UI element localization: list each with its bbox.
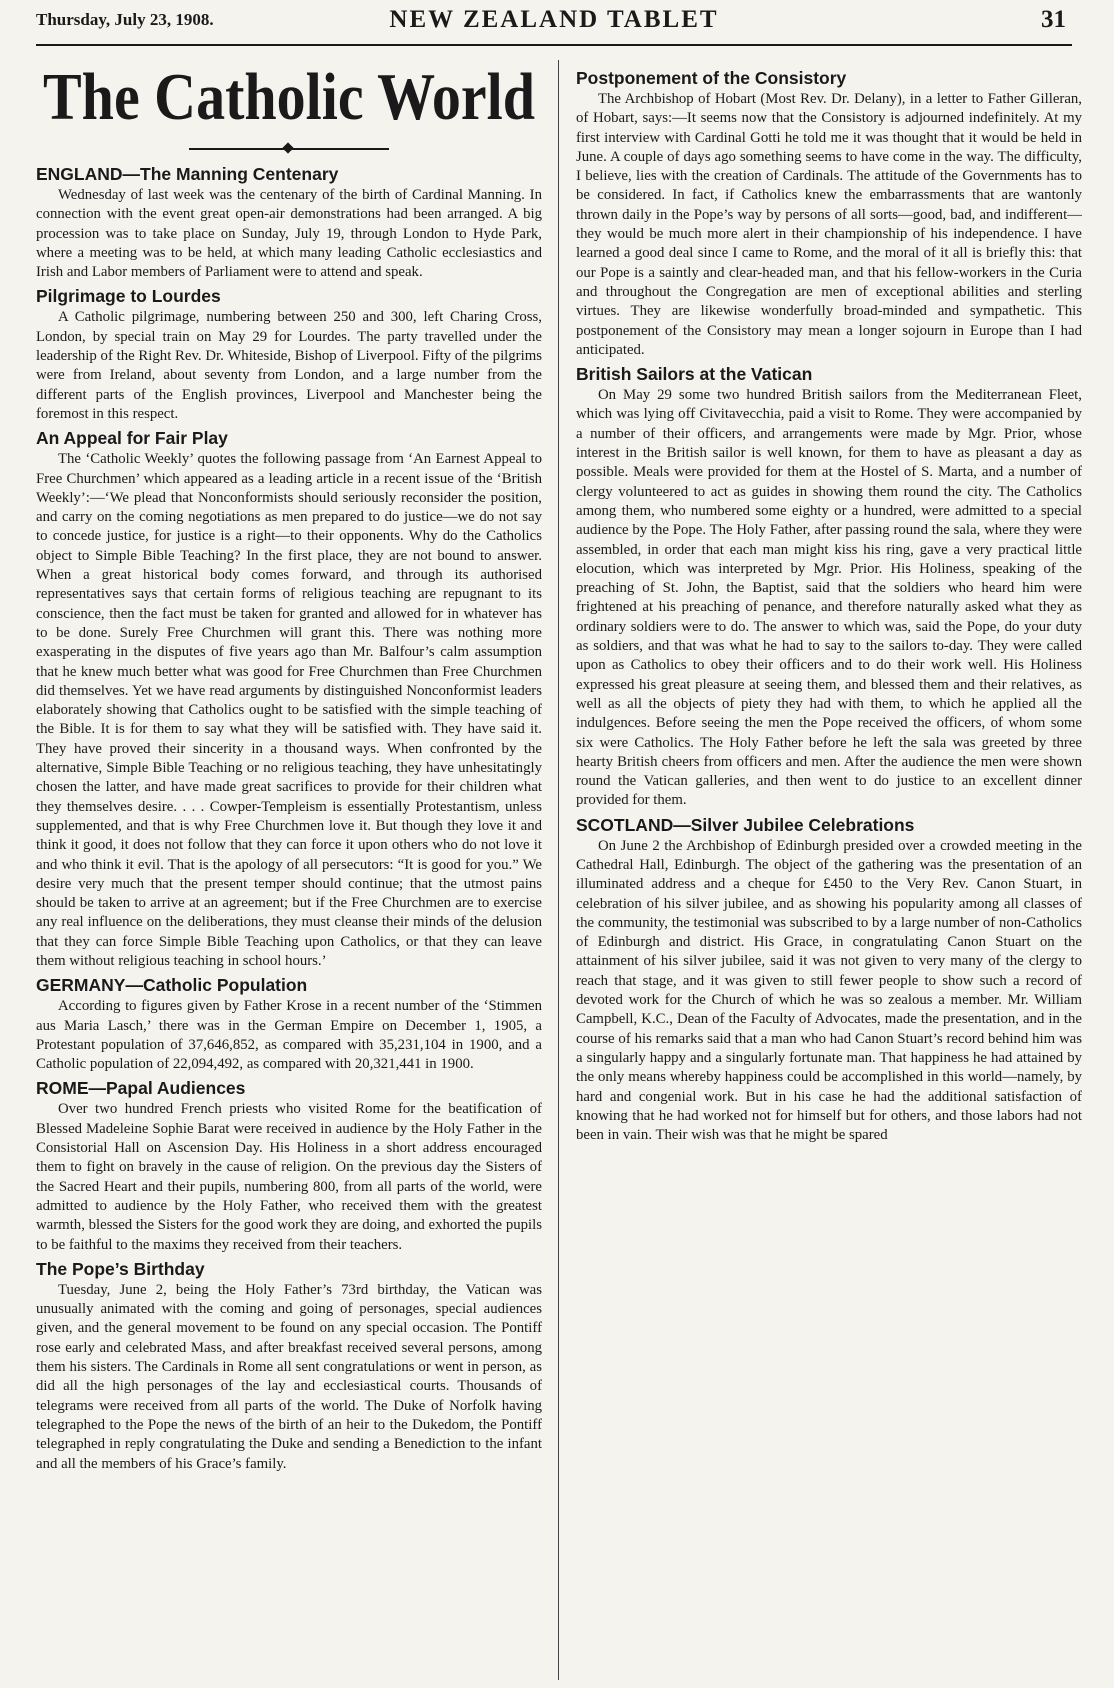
- article-heading-fair-play: An Appeal for Fair Play: [36, 428, 228, 449]
- article-heading-consistory: Postponement of the Consistory: [576, 68, 847, 88]
- article-body-scotland: On June 2 the Archbishop of Edinburgh presided over a crowded meeting in the Cathedral Hall, Edinburgh. The object of the gathering was the presentation of an illuminated address and a cheque for £450 to the Very Rev. Canon Stuart, in celebration of his silver jubilee, and as showing his popularity among all classes of the community, the testimonial was subscribed to by a large number of non-Catholics of Edinburgh and district. His Grace, in congratulating Canon Stuart on the attainment of his silver jubilee, said it was not given to very many of the clergy to reach that stage, and it was given to still fewer people to show such a record of devoted work for the Church of which he was so zealous a member. Mr. William Campbell, K.C., Dean of the Faculty of Advocates, made the presentation, and in the course of his remarks said that a man who had Canon Stuart’s record behind him was a singularly happy and a singularly fortunate man. That happiness he had attained by the only means whereby happiness could be accomplished in this world—namely, by hard and congenial work. But in his case he had the additional satisfaction of knowing that he had worked not for himself but for others, and those labors had not been in vain. Their wish was that he might be spared: [576, 837, 1082, 1144]
- article-body-lourdes: A Catholic pilgrimage, numbering between 250 and 300, left Charing Cross, London, by special train on May 29 for Lourdes. The party travelled under the leadership of the Right Rev. Dr. Whiteside, Bishop of Liverpool. Fifty of the pilgrims were from Ireland, about seventy from London, and a large number from the different parts of the English provinces, Liverpool and Manchester being the foremost in this respect.: [36, 309, 542, 422]
- article-heading-rome: ROME—Papal Audiences: [36, 1078, 246, 1099]
- section-title: The Catholic World: [43, 64, 535, 135]
- page-header: [36, 4, 1072, 46]
- page-number: 31: [1041, 6, 1066, 33]
- article-heading-lourdes: Pilgrimage to Lourdes: [36, 286, 221, 307]
- article-body-sailors: On May 29 some two hundred British sailors from the Mediterranean Fleet, which was lying off Civitavecchia, paid a visit to Rome. They were accompanied by a number of their officers, and arrangements were made by Mgr. Prior, whose interest in the British sailor is well known, for them to have as pleasant a day as possible. Meals were provided for them at the Hostel of S. Marta, and a number of clergy volunteered to act as guides in showing them round the city. The Catholics among them, who numbered some eighty or a hundred, were admitted to a special audience by the Pope. The Holy Father, after passing round the sala, where they were assembled, in order that each man might kiss his ring, gave a very practical little elocution, which was interpreted by Mgr. Prior. His Holiness, speaking of the preaching of St. John, the Baptist, said that the soldiers who heard him were frightened at his preaching of penance, and therefore naturally asked what they as ordinary soldiers were to do. The answer to which was, said the Pope, do your duty as soldiers, and that was what he had to say to the sailors to-day. They were called upon as Catholics to obey their officers and to do their work well. His Holiness expressed his great pleasure at seeing them, and blessed them and their relatives, as well as all the objects of piety they had with them, to which he applied all the indulgences. Before seeing the men the Pope received the officers, of whom some six were Catholics. The Holy Father before he left the sala was greeted by three hearty British cheers from officers and men. After the audience the men were shown round the Vatican galleries, and then went to do justice to an excellent dinner provided for them.: [576, 387, 1082, 809]
- article-body-england: Wednesday of last week was the centenary of the birth of Cardinal Manning. In connection with the event great open-air demonstrations had been arranged. A big procession was to take place on Sunday, July 19, through London to Hyde Park, where a meeting was to be held, at which many leading Catholic ecclesiastics and Irish and Labor members of Parliament were to attend and speak.: [36, 187, 542, 281]
- article-heading-england: ENGLAND—The Manning Centenary: [36, 164, 339, 184]
- article-body-rome: Over two hundred French priests who visited Rome for the beatification of Blessed Madeleine Sophie Barat were received in audience by the Holy Father in the Consistorial Hall on Ascension Day. His Holiness in a short address encouraged them to fight on bravely in the cause of religion. On the previous day the Sisters of the Sacred Heart and their pupils, numbering 800, from all parts of the world, were admitted to audience by the Holy Father, who received them with the greatest warmth, blessed the Sisters for the good work they are doing, and exhorted the pupils to be faithful to the maxims they received from their teachers.: [36, 1101, 542, 1253]
- article-body-germany: According to figures given by Father Krose in a recent number of the ‘Stimmen aus Maria Lasch,’ there was in the German Empire on December 1, 1905, a Protestant population of 37,646,852, as compared with 35,231,104 in 1900, and a Catholic population of 22,094,492, as compared with 20,321,441 in 1900.: [36, 998, 542, 1073]
- column-divider: [558, 60, 559, 1680]
- issue-date: Thursday, July 23, 1908.: [36, 10, 214, 29]
- article-body-fair-play: The ‘Catholic Weekly’ quotes the following passage from ‘An Earnest Appeal to Free Churchmen’ which appeared as a leading article in a recent issue of the ‘British Weekly’:—‘We plead that Nonconformists should seriously reconsider the position, and carry on the coming negotiations as men prepared to do justice—we do not say to concede justice, for justice is a right—to their opponents. Why do the Catholics object to Simple Bible Teaching? In the first place, they are not bound to answer. When a great historical body comes forward, and through its authorised representatives says that certain forms of religious teaching are repugnant to its conscience, then the fact must be taken for granted and allowed for in whatever has to be done. Surely Free Churchmen will grant this. There was nothing more exasperating in the disputes of five years ago than Mr. Balfour’s calm assumption that he knew much better what was good for Free Churchmen than Free Churchmen did themselves. Yet we have read arguments by distinguished Nonconformist leaders elaborately showing that Catholics ought to be satisfied with the simple teaching of the Bible. It is for them to say what they will be satisfied with. They have said it. They have proved their sincerity in a thousand ways. When confronted by the alternative, Simple Bible Teaching or no religious teaching, they have unhesitatingly chosen the latter, and have made great sacrifices to provide for their children what they themselves desire. . . . Cowper-Templeism is essentially Protestantism, unless supplemented, and that is why Free Churchmen love it. But though they love it and think it good, it does not follow that they can force it upon others who do not love it and who think it evil. That is the apology of all persecutors: “It is good for you.” We desire very much that the present temper should continue; that the utmost pains should be taken to arrive at an agreement; but if the Free Churchmen are to exercise any real influence on the deliberations, they must cleanse their minds of the delusion that they can force Simple Bible Teaching upon Catholics, or that they can leave them without religious teaching in school hours.’: [36, 451, 542, 969]
- right-column: [576, 64, 1082, 1682]
- article-body-birthday: Tuesday, June 2, being the Holy Father’s 73rd birthday, the Vatican was unusually animated with the coming and going of personages, special audiences given, and the general movement to be found on any special occasion. The Pontiff rose early and celebrated Mass, and after breakfast received several persons, among them his sisters. The Cardinals in Rome all sent congratulations or went in person, as did all the high personages of the lay and ecclesiastical courts. Thousands of telegrams were received from all parts of the world. The Duke of Norfolk having telegraphed to the Pope the news of the birth of an heir to the Dukedom, the Pontiff telegraphed in reply congratulating the Duke and sending a Benediction to the infant and all the members of his Grace’s family.: [36, 1281, 542, 1472]
- article-heading-birthday: The Pope’s Birthday: [36, 1258, 205, 1279]
- article-heading-scotland: SCOTLAND—Silver Jubilee Celebrations: [576, 814, 915, 835]
- article-body-consistory: The Archbishop of Hobart (Most Rev. Dr. Delany), in a letter to Father Gilleran, of Hobart, says:—It seems now that the Consistory is adjourned indefinitely. At my first interview with Cardinal Gotti he told me it was thought that it would be held in June. A couple of days ago something seems to have come in the way. The difficulty, I believe, lies with the creation of Cardinals. The attitude of the Governments has to be considered. In fact, if Catholics knew the embarrassments that are wantonly thrown daily in the Pope’s way by persons of all sorts—good, bad, and indifferent—they would be much more alert in their championship of his independence. I have learned a good deal since I came to Rome, and the moral of it all is briefly this: that our Pope is a saintly and clear-headed man, and that his fellow-workers in the Curia and throughout the Congregation are men of exceptional abilities and sterling virtues. They are likewise wonderfully broad-minded and sympathetic. This postponement of the Consistory may mean a longer sojourn in Europe than I had anticipated.: [576, 91, 1082, 358]
- article-heading-sailors: British Sailors at the Vatican: [576, 364, 813, 385]
- masthead-title: NEW ZEALAND TABLET: [389, 6, 719, 33]
- article-heading-germany: GERMANY—Catholic Population: [36, 975, 308, 996]
- left-column: [36, 64, 542, 1682]
- ornamental-rule: [189, 148, 389, 150]
